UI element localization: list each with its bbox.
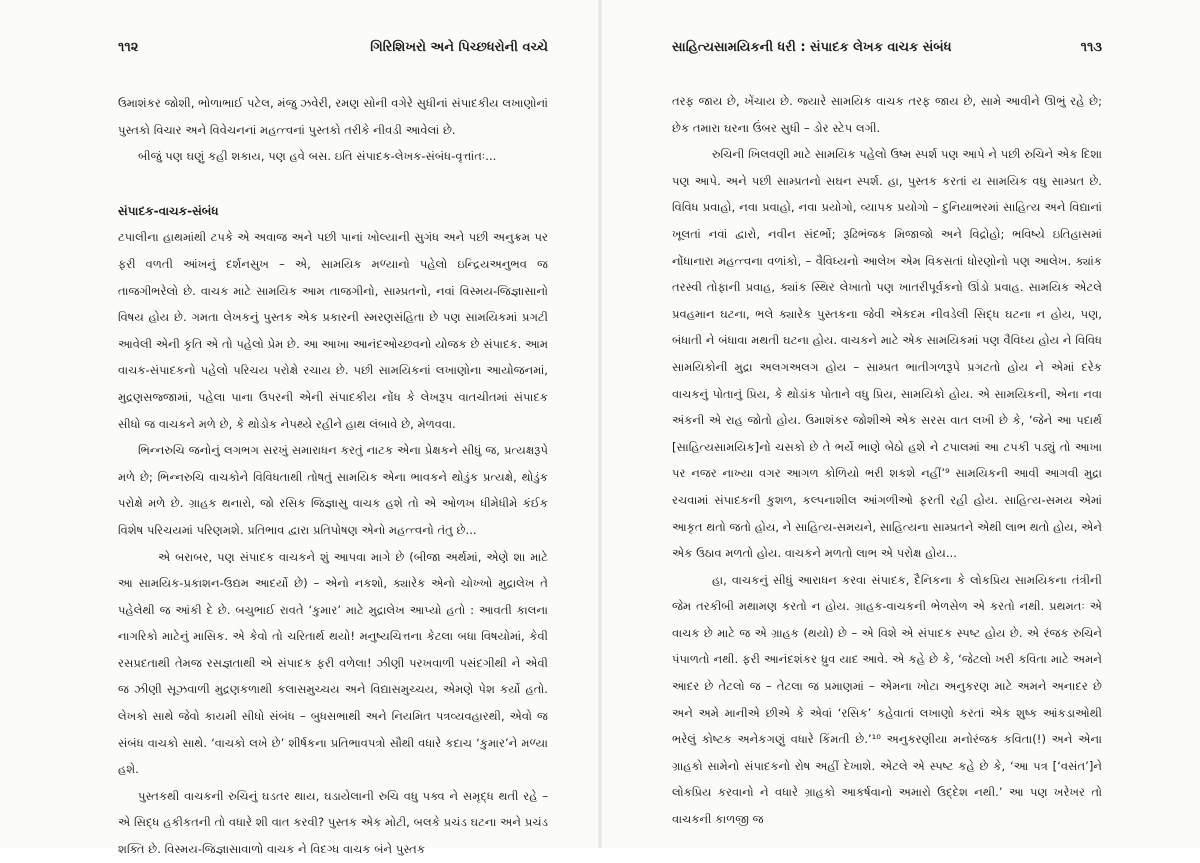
right-running-head xyxy=(672,40,1102,68)
paragraph: રુચિની ખિલવણી માટે સામયિક પહેલો ઉષ્મ સ્પર્શ પણ આપે ને પછી રુચિને એક દિશા પણ આપે. અને પછી સામ્પ્રતનો સઘન સ્પર્શ. હા, પુસ્તક કરતાં ય સામયિક વધુ સામ્પ્રત છે. વિવિધ પ્રવાહો, નવા પ્રવાહો, નવા પ્રયોગો, વ્યાપક પ્રયોગો – દુનિયાભરમાં સાહિત્ય અને વિદ્યાનાં ખૂલતાં નવાં દ્વારો, નવીન સંદર્ભો; રૂઢિભંજક મિજાજો અને વિદ્રોહો; ભવિષ્યે ઇતિહાસમાં નોંધાનારા મહત્ત્વના વળાંકો, – વૈવિધ્યનો આલેખ એમ વિકસતાં ધોરણોનો પણ આલેખ. ક્યાંક તરસ્વી તોફાની પ્રવાહ, ક્યાંક સ્થિર લેખાતો પણ ખાતરીપૂર્વકનો ઊંડો પ્રવાહ. સામયિક એટલે પ્રવહમાન ઘટના, ભલે ક્યારેક પુસ્તકના જેવી એકદમ નીવડેલી સિદ્ધ ઘટના ન હોય, પણ, બંધાતી ને બંધાવા મથતી ઘટના હોય. વાચકને માટે એક સામયિકમાં પણ વૈવિધ્ય હોય ને વિવિધ સામયિકોની મુદ્રા અલગઅલગ હોય – સામ્પ્રત ભાતીગળરૂપે પ્રગટતો હોય ને એમાં દરેક વાચકનું પોતાનું પ્રિય, કે થોડાંક પોતાને વધુ પ્રિય, સામયિકો હોય. એ સામયિકની, એના નવા અંકની એ રાહ જોતો હોય. ઉમાશંકર જોશીએ એક સરસ વાત લખી છે કે, ‘જેને આ પદાર્થ [સાહિત્યસામયિક]નો ચસકો છે તે ભર્યે ભાણે બેઠો હશે ને ટપાલમાં આ ટપકી પડ્યું તો આખા પર નજર નાખ્યા વગર આગળ કોળિયો ભરી શકશે નહીં’⁹ સામયિકની આવી આગવી મુદ્રા રચવામાં સંપાદકની કુશળ, કલ્પનાશીલ આંગળીઓ ફરતી રહી હોય. સાહિત્ય-સમય એમાં આકૃત થતો જતો હોય, ને સાહિત્ય-સમયને, સાહિત્યના સામ્પ્રતને એથી લાભ થતો હોય, એને એક ઉઠાવ મળતો હોય. વાચકને મળતો લાભ એ પરોક્ષ હોય... xyxy=(672,147,1102,561)
paragraph: હા, વાચકનું સીધું આરાધન કરવા સંપાદક, દૈનિકના કે લોકપ્રિય સામયિકના તંત્રીની જેમ તરકીબી મથામણ કરતો ન હોય. ગ્રાહક-વાચકની ભેળસેળ એ કરતો નથી. પ્રથમતઃ એ વાચક છે માટે જ એ ગ્રાહક (થયો) છે – એ વિશે એ સંપાદક સ્પષ્ટ હોય છે. એ રંજક રુચિને પંપાળતો નથી. ફરી આનંદશંકર ધ્રુવ યાદ આવે. એ કહે છે કે, ‘જેટલો ખરી કવિતા માટે અમને આદર છે તેટલો જ – તેટલા જ પ્રમાણમાં – એમના ખોટા અનુકરણ માટે અમને અનાદર છે અને અમે માનીએ છીએ કે એવાં ‘રસિક’ કહેવાતાં લખાણો કરતાં એક શુષ્ક આંકડાઓથી ભરેલું કોષ્ટક અનેકગણું વધારે કિંમતી છે.’¹⁰ અનુકરણીયા મનોરંજક કવિતા(!) અને એના ગ્રાહકો સામેનો સંપાદકનો રોષ અહીં દેખાશે. એટલે એ સ્પષ્ટ કહે છે કે, ‘આ પત્ર [‘વસંત’]ને લોકપ્રિય કરવાનો ને વધારે ગ્રાહકો આકર્ષવાનો અમારો ઉદ્દેશ નથી.’ આ પણ ખરેખર તો વાચકની કાળજી જ xyxy=(672,572,1102,827)
paragraph: પુસ્તકથી વાચકની રુચિનું ઘડતર થાય, ઘડાયેલાની રુચિ વધુ પક્વ ને સમૃદ્ધ થતી રહે – એ સિદ્ધ હકીકતની તો વધારે શી વાત કરવી? પુસ્તક એક મોટી, બલકે પ્રચંડ ઘટના અને પ્રચંડ શક્તિ છે. વિસ્મય-જિજ્ઞાસાવાળો વાચક ને વિદગ્ધ વાચક બંને પુસ્તક xyxy=(118,788,548,857)
section-spacer xyxy=(118,170,548,198)
paragraph: બીજું પણ ઘણું કહી શકાય, પણ હવે બસ. ઇતિ સંપાદક-લેખક-સંબંધ-વૃત્તાંતઃ... xyxy=(138,149,497,164)
left-body-text xyxy=(118,90,548,863)
right-page xyxy=(672,40,1102,840)
right-page-number: ૧૧૩ xyxy=(1080,40,1102,55)
paragraph: તરફ જાય છે, ખેંચાય છે. જ્યારે સામયિક વાચક તરફ જાય છે, સામે આવીને ઊભું રહે છે; છેક તમારા ઘરના ઉંબર સુધી – ડોર સ્ટેપ લગી. xyxy=(672,94,1102,135)
section-heading: સંપાદક-વાચક-સંબંધ xyxy=(118,203,219,218)
paragraph: ભિન્નરુચિ જનોનું લગભગ સરખું સમારાધન કરતું નાટક એના પ્રેક્ષકને સીધું જ, પ્રત્યક્ષરૂપે મળે છે; ભિન્નરુચિ વાચકોને વિવિધતાથી તોષતું સામયિક એના ભાવકને થોડુંક પ્રત્યક્ષે, થોડુંક પરોક્ષે મળે છે. ગ્રાહક થનારો, જો રસિક જિજ્ઞાસુ વાચક હશે તો એ ઓળખ ધીમેધીમે કંઈક વિશેષ પરિચયમાં પરિણમશે. પ્રતિભાવ દ્વારા પ્રતિપોષણ એનો મહત્ત્વનો તંતુ છે... xyxy=(118,443,548,537)
right-running-title: સાહિત્યસામયિકની ધરી : સંપાદક લેખક વાચક સંબંધ xyxy=(672,40,952,55)
paragraph: ટપાલીના હાથમાંથી ટપકે એ અવાજ અને પછી પાનાં ખોલ્યાની સુગંધ અને પછી અનુક્રમ પર ફરી વળતી આંખનું દર્શનસુખ – એ, સામયિક મળ્યાનો પહેલો ઇન્દ્રિયઅનુભવ જ તાજગીભરેલો છે. વાચક માટે સામયિક આમ તાજગીનો, સામ્પ્રતનો, નવાં વિસ્મય-જિજ્ઞાસાનો વિષય હોય છે. ગમતા લેખકનું પુસ્તક એક પ્રકારની સ્મરણસંહિતા છે પણ સામયિકમાં પ્રગટી આવેલી એની કૃતિ એ તો પહેલો પ્રેમ છે. આ આખા આનંદઓચ્છવનો યોજક છે સંપાદક. આમ વાચક-સંપાદકનો પહેલો પરિચય પરોક્ષે રચાય છે. પછી સામયિકનાં લખાણોના આયોજનમાં, મુદ્રણસજ્જામાં, પહેલા પાના ઉપરની એની સંપાદકીય નોંધ કે લેખરૂપ વાતચીતમાં સંપાદક સીધો જ વાચકને મળે છે, કે થોડોક નેપથ્યે રહીને હાથ લંબાવે છે, મેળવવા. xyxy=(118,230,548,431)
right-body-text xyxy=(672,88,1102,833)
left-page-number: ૧૧૨ xyxy=(118,40,139,55)
book-gutter xyxy=(598,0,602,848)
left-running-head xyxy=(118,40,548,68)
paragraph: ઉમાશંકર જોશી, ભોળાભાઈ પટેલ, મંજુ ઝવેરી, રમણ સોની વગેરે સુધીનાં સંપાદકીય લખાણોનાં પુસ્તકો વિચાર અને વિવેચનનાં મહત્ત્વનાં પુસ્તકો તરીકે નીવડી આવેલાં છે. xyxy=(118,96,548,137)
paragraph: એ બરાબર, પણ સંપાદક વાચકને શું આપવા માગે છે (બીજા અર્થમાં, એણે શા માટે આ સામયિક-પ્રકાશન-ઉદ્યમ આદર્યો છે) – એનો નકશો, ક્યારેક એનો ચોખ્ખો મુદ્રાલેખ તે પહેલેથી જ આંકી દે છે. બચુભાઈ રાવતે ‘કુમાર’ માટે મુદ્રાલેખ આપ્યો હતો : આવતી કાલના નાગરિકો માટેનું માસિક. એ કેવો તો ચરિતાર્થ થયો! મનુષ્યચિત્તના કેટલા બધા વિષયોમાં, કેવી રસપ્રદતાથી તેમજ રસજ્ઞતાથી એ સંપાદક ફરી વળેલા! ઝીણી પરખવાળી પસંદગીથી ને એવી જ ઝીણી સૂઝવાળી મુદ્રણકળાથી કલાસમુચ્ચય અને વિદ્યાસમુચ્ચય, એમણે પેશ કર્યો હતો. લેખકો સાથે જેવો કાયમી સીધો સંબંધ – બુધસભાથી અને નિયમિત પત્રવ્યવહારથી, એવો જ સંબંધ વાચકો સાથે. ‘વાચકો લખે છે’ શીર્ષકના પ્રતિભાવપત્રો સૌથી વધારે કદાચ ‘કુમાર’ને મળ્યા હશે. xyxy=(118,549,548,777)
left-page xyxy=(118,40,548,857)
left-running-title: ગિરિશિખરો અને પિચ્છધરોની વચ્ચે xyxy=(370,40,548,55)
